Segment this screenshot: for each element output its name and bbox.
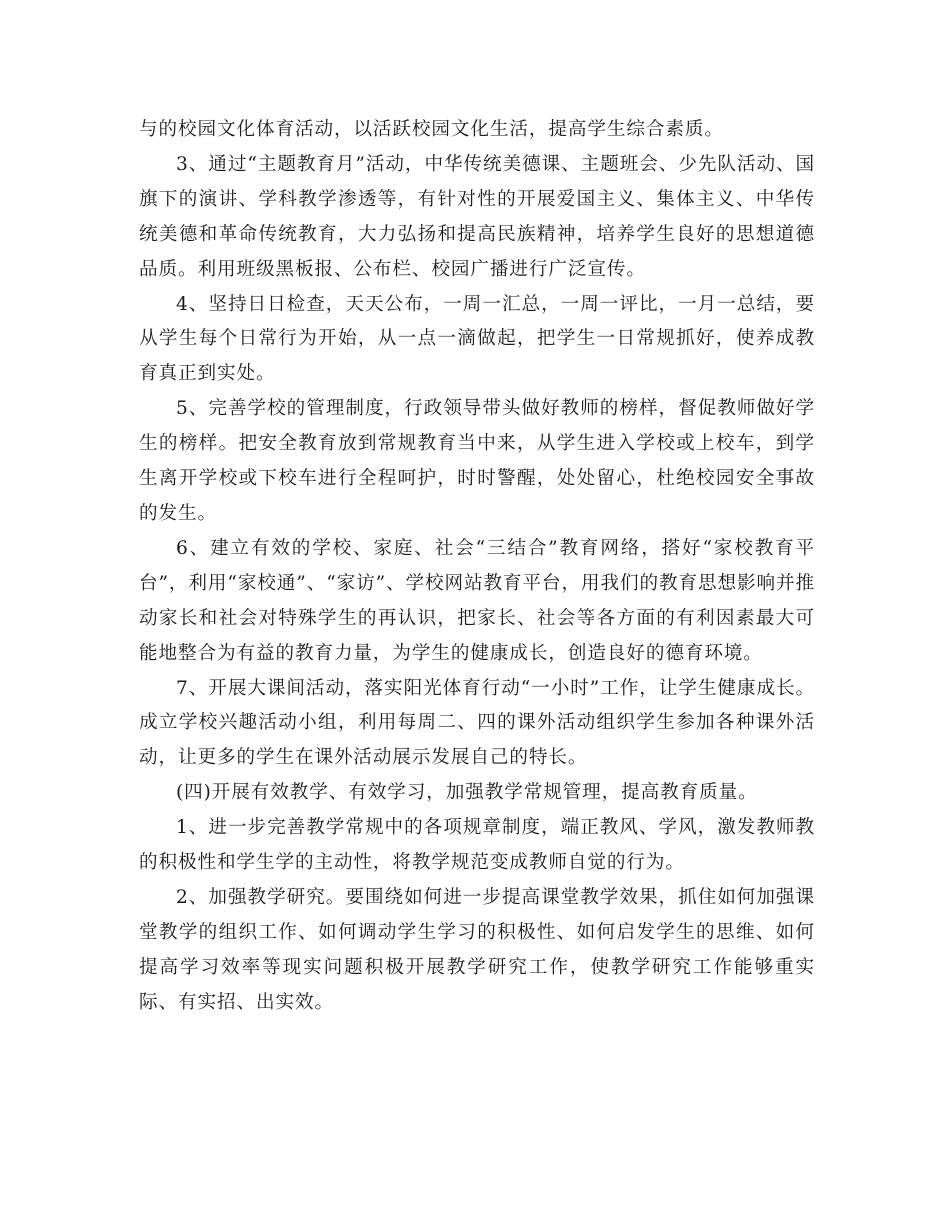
paragraph-item-7: 7、开展大课间活动，落实阳光体育行动“一小时”工作，让学生健康成长。成立学校兴趣活动小组，利用每周二、四的课外活动组织学生参加各种课外活动，让更多的学生在课外活动展示发展自己的特长。	[139, 677, 815, 769]
paragraph-item-5: 5、完善学校的管理制度，行政领导带头做好教师的榜样，督促教师做好学生的榜样。把安全教育放到常规教育当中来，从学生进入学校或上校车，到学生离开学校或下校车进行全程呵护，时时警醒，处处留心，杜绝校园安全事故的发生。	[139, 398, 815, 524]
section-heading-4: (四)开展有效教学、有效学习，加强教学常规管理，提高教育质量。	[176, 782, 758, 804]
paragraph-item-6: 6、建立有效的学校、家庭、社会“三结合”教育网络，搭好“家校教育平台”，利用“家校通”、“家访”、学校网站教育平台，用我们的教育思想影响并推动家长和社会对特殊学生的再认识，把家长、社会等各方面的有利因素最大可能地整合为有益的教育力量，为学生的健康成长，创造良好的德育环境。	[139, 537, 815, 664]
paragraph-item-4: 4、坚持日日检查，天天公布，一周一汇总，一周一评比，一月一总结，要从学生每个日常行为开始，从一点一滴做起，把学生一日常规抓好，使养成教育真正到实处。	[139, 293, 815, 385]
paragraph-teaching-2: 2、加强教学研究。要围绕如何进一步提高课堂教学效果，抓住如何加强课堂教学的组织工作、如何调动学生学习的积极性、如何启发学生的思维、如何提高学习效率等现实问题积极开展教学研究工作，使教学研究工作能够重实际、有实招、出实效。	[139, 886, 815, 1013]
paragraph-continuation: 与的校园文化体育活动，以活跃校园文化生活，提高学生综合素质。	[139, 119, 724, 140]
paragraph-item-3: 3、通过“主题教育月”活动，中华传统美德课、主题班会、少先队活动、国旗下的演讲、学科教学渗透等，有针对性的开展爱国主义、集体主义、中华传统美德和革命传统教育，大力弘扬和提高民族精神，培养学生良好的思想道德品质。利用班级黑板报、公布栏、校园广播进行广泛宣传。	[139, 153, 815, 280]
paragraph-teaching-1: 1、进一步完善教学常规中的各项规章制度，端正教风、学风，激发教师教的积极性和学生学的主动性，将教学规范变成教师自觉的行为。	[139, 817, 815, 874]
document-body	[139, 113, 815, 1021]
